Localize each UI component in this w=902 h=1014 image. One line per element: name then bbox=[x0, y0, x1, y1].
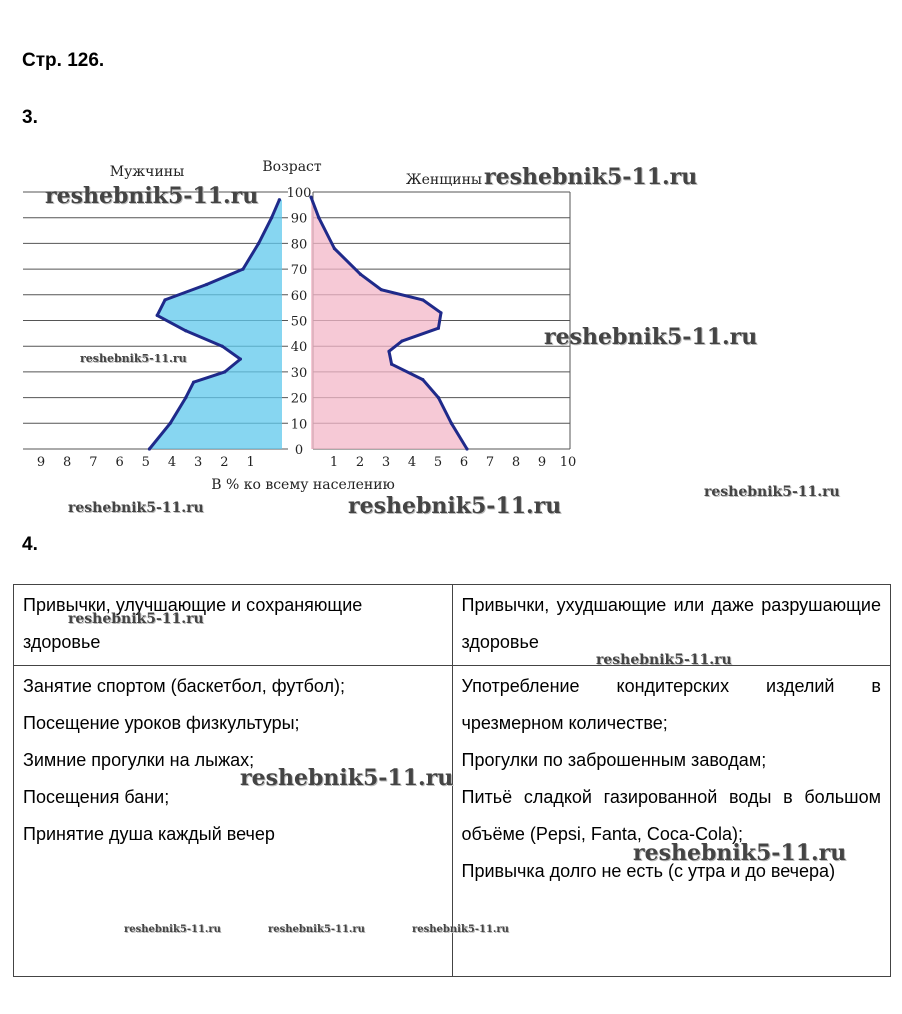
men-data-point bbox=[184, 396, 187, 399]
men-data-point bbox=[239, 357, 242, 360]
list-item: Прогулки по заброшенным заводам; bbox=[461, 750, 767, 770]
list-item: Привычка долго не есть (с утра и до вечера) bbox=[461, 861, 836, 881]
y-tick-label: 10 bbox=[290, 417, 308, 433]
bad-habits-cell bbox=[452, 666, 891, 977]
y-tick-label: 90 bbox=[290, 211, 308, 227]
watermark: reshebnik5-11.ru bbox=[124, 924, 221, 935]
women-label: Женщины bbox=[405, 172, 483, 188]
list-item: Принятие душа каждый вечер bbox=[23, 824, 275, 844]
x-tick-label: 4 bbox=[167, 455, 177, 470]
women-data-point bbox=[437, 396, 440, 399]
women-data-point bbox=[380, 288, 383, 291]
women-data-point bbox=[465, 447, 468, 450]
watermark: reshebnik5-11.ru bbox=[596, 652, 732, 668]
list-item: Занятие спортом (баскетбол, футбол); bbox=[23, 676, 346, 696]
x-tick-label: 1 bbox=[246, 455, 255, 470]
y-tick-label: 60 bbox=[290, 288, 308, 304]
women-data-point bbox=[317, 216, 320, 219]
list-item: Зимние прогулки на лыжах; bbox=[23, 750, 255, 770]
watermark: reshebnik5-11.ru bbox=[484, 164, 698, 190]
good-habits-cell bbox=[14, 666, 453, 977]
men-data-point bbox=[163, 298, 166, 301]
women-data-point bbox=[390, 363, 393, 366]
men-data-point bbox=[257, 242, 260, 245]
x-tick-label: 2 bbox=[355, 455, 365, 470]
header-good-habits: Привычки, улучшающие и сохраняющие здоровье bbox=[14, 585, 453, 666]
x-tick-label: 2 bbox=[220, 455, 229, 470]
x-tick-label: 5 bbox=[433, 455, 443, 470]
y-tick-label: 20 bbox=[290, 391, 308, 407]
list-item: Употребление кондитерских изделий в чрезмерном количестве; bbox=[461, 676, 881, 733]
women-data-point bbox=[439, 311, 442, 314]
y-tick-label: 100 bbox=[286, 186, 312, 201]
men-data-point bbox=[221, 345, 224, 348]
watermark: reshebnik5-11.ru bbox=[633, 840, 847, 866]
men-data-point bbox=[223, 370, 226, 373]
x-tick-label: 3 bbox=[381, 455, 391, 470]
watermark: reshebnik5-11.ru bbox=[240, 765, 454, 791]
x-tick-label: 8 bbox=[63, 455, 72, 470]
x-tick-label: 9 bbox=[537, 455, 547, 470]
y-tick-label: 30 bbox=[290, 365, 308, 381]
women-data-point bbox=[359, 273, 362, 276]
watermark: reshebnik5-11.ru bbox=[348, 493, 562, 519]
page-heading: Стр. 126. bbox=[22, 50, 105, 71]
x-tick-label: 1 bbox=[329, 455, 339, 470]
task-3-number: 3. bbox=[22, 107, 38, 128]
women-data-point bbox=[421, 298, 424, 301]
men-data-point bbox=[192, 381, 195, 384]
men-data-point bbox=[169, 422, 172, 425]
men-label: Мужчины bbox=[109, 164, 185, 180]
y-tick-label: 70 bbox=[290, 263, 308, 279]
women-data-point bbox=[387, 350, 390, 353]
x-tick-label: 3 bbox=[194, 455, 203, 470]
y-tick-label: 50 bbox=[290, 314, 308, 330]
x-tick-label: 4 bbox=[407, 455, 417, 470]
watermark: reshebnik5-11.ru bbox=[412, 924, 509, 935]
men-data-point bbox=[278, 198, 281, 201]
chart-title: Возраст bbox=[262, 159, 322, 175]
men-data-point bbox=[241, 268, 244, 271]
men-data-point bbox=[156, 314, 159, 317]
women-area bbox=[311, 197, 467, 449]
men-data-point bbox=[270, 216, 273, 219]
y-tick-label: 80 bbox=[290, 237, 308, 253]
list-item: Посещение уроков физкультуры; bbox=[23, 713, 300, 733]
women-data-point bbox=[450, 422, 453, 425]
x-tick-label: 6 bbox=[115, 455, 124, 470]
men-data-point bbox=[184, 329, 187, 332]
header-bad-habits: Привычки, ухудшающие или даже разрушающие здоровье bbox=[452, 585, 891, 666]
women-data-point bbox=[437, 327, 440, 330]
x-tick-label: 6 bbox=[459, 455, 469, 470]
list-item: Посещения бани; bbox=[23, 787, 170, 807]
watermark: reshebnik5-11.ru bbox=[704, 484, 840, 500]
men-data-point bbox=[205, 283, 208, 286]
task-4-number: 4. bbox=[22, 534, 38, 555]
watermark: reshebnik5-11.ru bbox=[268, 924, 365, 935]
x-tick-label: 9 bbox=[36, 455, 46, 470]
watermark: reshebnik5-11.ru bbox=[544, 324, 758, 350]
men-data-point bbox=[148, 447, 151, 450]
x-axis-label: В % ко всему населению bbox=[211, 477, 395, 493]
women-data-point bbox=[333, 247, 336, 250]
watermark: reshebnik5-11.ru bbox=[45, 183, 259, 209]
y-tick-label: 40 bbox=[290, 340, 308, 356]
x-tick-label: 5 bbox=[141, 455, 150, 470]
women-data-point bbox=[421, 378, 424, 381]
x-tick-label: 7 bbox=[89, 455, 98, 470]
women-data-point bbox=[400, 339, 403, 342]
x-tick-label: 8 bbox=[511, 455, 521, 470]
list-item: Питьё сладкой газированной воды в большом объёме (Pepsi, Fanta, Coca-Cola); bbox=[461, 787, 881, 844]
watermark: reshebnik5-11.ru bbox=[80, 352, 187, 365]
watermark: reshebnik5-11.ru bbox=[68, 611, 204, 627]
x-tick-label: 10 bbox=[559, 455, 577, 470]
x-tick-label: 7 bbox=[485, 455, 495, 470]
y-tick-label: 0 bbox=[294, 443, 304, 458]
watermark: reshebnik5-11.ru bbox=[68, 500, 204, 516]
